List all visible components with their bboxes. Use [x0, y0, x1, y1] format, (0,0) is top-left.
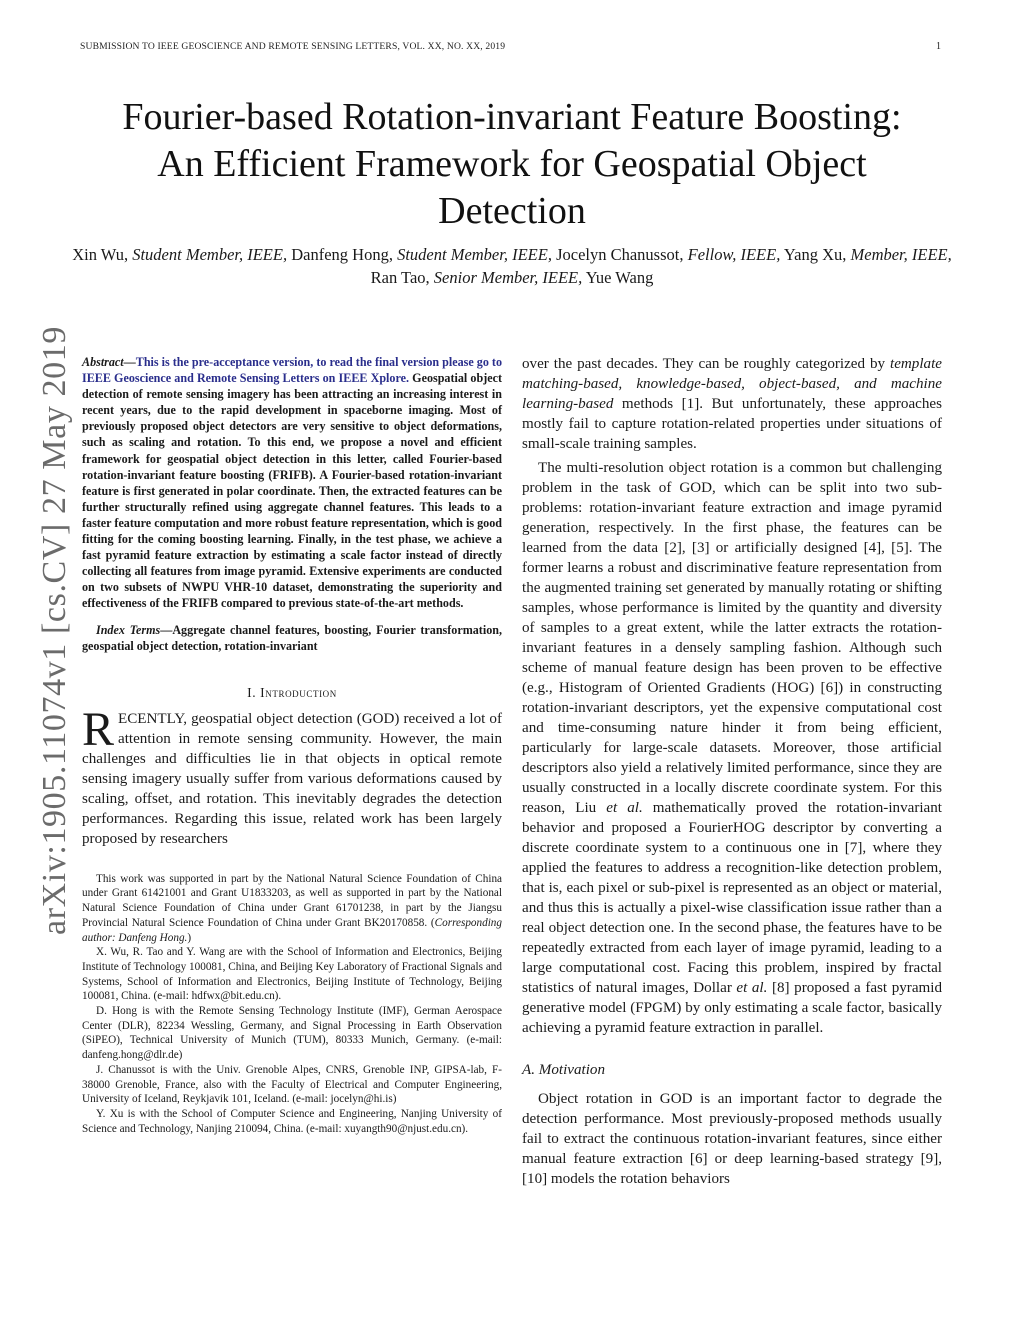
arxiv-stamp: arXiv:1905.11074v1 [cs.CV] 27 May 2019 [36, 326, 73, 935]
author-name: Ran Tao, [370, 268, 434, 287]
body-text: The multi-resolution object rotation is a common but challenging problem in the task of GOD, which can be split into two sub-problems: rotation-invariant feature extraction and image pyramid generation, respectively. In the first phase, the features can be learned from the data [2], [3] or artificially designed [4], [5]. The former learns a robust and discriminative feature representation from the augmented training set generated by manually rotating or shifting samples, whose performance is limited by the quantity and diversity of samples to a great extent, while the latter extracts the rotation-invariant features in a densely sampling fashion. Although such scheme of manual feature design has been proven to be effective (e.g., Histogram of Oriented Gradients (HOG) [6]) in constructing rotation-invariant descriptors, yet the expensive computational cost and time-consuming nature hinder it from being efficient, particularly for large-scale datasets. Moreover, those artificial descriptors also yield a relatively limited performance, since they are usually constructed in a locally discrete coordinate system. For this reason, Liu [522, 460, 942, 816]
preacceptance-note[interactable]: This is the pre-acceptance version, to read the final version please go to IEEE Geoscience and Remote Sensing Letters on IEEE Xplore. [82, 355, 502, 386]
right-column [522, 354, 942, 1189]
section-title: Introduction [260, 684, 337, 700]
corresponding-author: Corresponding author: Danfeng Hong. [82, 916, 502, 944]
abstract-text: Geospatial object detection of remote sensing imagery has been attracting an increasing interest in recent years, due to the rapid development in spaceborne imaging. Most of previously proposed object detectors are very sensitive to object deformations, such as scaling and rotation. To this end, we propose a novel and efficient framework for geospatial object detection in this letter, called Fourier-based rotation-invariant feature boosting (FRIFB). A Fourier-based rotation-invariant feature is first generated in polar coordinate. Then, the extracted features can be further structurally refined using aggregate channel features. This leads to a faster feature computation and more robust feature representation, which is good fitting for the coming boosting learning. Finally, in the test phase, we achieve a fast pyramid feature extraction by estimating a scale factor instead of directly collecting all features from image pyramid. Extensive experiments are conducted on two subsets of NWPU VHR-10 dataset, demonstrating the superiority and effectiveness of the FRIFB compared to previous state-of-the-art methods. [82, 371, 502, 611]
abstract-label: Abstract [82, 355, 124, 369]
footnotes [82, 872, 502, 1137]
body-paragraph [522, 458, 942, 1038]
footnote-funding-text: This work was supported in part by the National Natural Science Foundation of China under Grant 61421001 and Grant U1833203, as well as supported in part by the National Natural Science Foundation of China under Grant 61701238, in part by the Jiangsu Provincial Natural Science Foundation of China under Grant BK20170858. ( [82, 872, 502, 929]
author-role: Member, IEEE, [850, 245, 952, 264]
title-line-2: An Efficient Framework for Geospatial Object [157, 143, 867, 185]
author-role: Fellow, IEEE, [687, 245, 781, 264]
body-paragraph [522, 354, 942, 454]
et-al: et al. [606, 800, 643, 816]
paper-title [60, 94, 964, 235]
introduction-text: ECENTLY, geospatial object detection (GOD) received a lot of attention in remote sensing community. However, the main challenges and difficulties lie in that objects in optical remote sensing imagery usually suffer from various deformations caused by scaling, offset, and rotation. This inevitably degrades the detection performances. Regarding this issue, related work has been largely proposed by researchers [82, 710, 502, 847]
author-list [70, 243, 954, 289]
author-role: Senior Member, IEEE, [433, 268, 583, 287]
author-name: Danfeng Hong, [287, 245, 398, 264]
body-text: over the past decades. They can be roughly categorized by [522, 356, 891, 372]
footnote-affiliation: Y. Xu is with the School of Computer Science and Engineering, Nanjing University of Science and Technology, Nanjing 210094, China. (e-mail: xuyangth90@njust.edu.cn). [82, 1107, 502, 1135]
subsection-heading-motivation: A. Motivation [522, 1062, 606, 1078]
dropcap: R [82, 702, 115, 756]
footnote-funding-end: ) [187, 931, 192, 944]
introduction-paragraph [82, 702, 502, 849]
body-text: [8] proposed a fast pyramid generative model (FPGM) by only estimating a scale factor, basically achieving a pyramid feature extraction in parallel. [522, 980, 942, 1036]
author-role: Student Member, IEEE, [397, 245, 552, 264]
section-numeral: I. [247, 684, 261, 700]
running-header: SUBMISSION TO IEEE GEOSCIENCE AND REMOTE SENSING LETTERS, VOL. XX, NO. XX, 2019 [80, 41, 506, 52]
title-line-1: Fourier-based Rotation-invariant Feature Boosting: [122, 96, 902, 138]
footnote-affiliation: J. Chanussot is with the Univ. Grenoble Alpes, CNRS, Grenoble INP, GIPSA-lab, F-38000 Grenoble, France, also with the Faculty of Electrical and Computer Engineering, University of Iceland, Reykjavik 101, Iceland. (e-mail: jocelyn@hi.is) [82, 1063, 502, 1106]
footnote-affiliation: X. Wu, R. Tao and Y. Wang are with the School of Information and Electronics, Beijing Institute of Technology 100081, China, and Beijing Key Laboratory of Fractional Signals and Systems, School of Information and Electronics, Beijing Institute of Technology, Beijing 100081, China. (e-mail: hdfwx@bit.edu.cn). [82, 946, 502, 1003]
section-heading-introduction [82, 685, 502, 701]
index-terms-text: —Aggregate channel features, boosting, Fourier transformation, geospatial object detection, rotation-invariant [82, 622, 502, 653]
method-categories: template matching-based, knowledge-based, object-based, and machine learning-based [522, 356, 942, 412]
index-terms-label: Index Terms [96, 622, 161, 637]
arxiv-sidebar [8, 326, 73, 952]
index-terms [82, 622, 502, 654]
et-al: et al. [736, 980, 768, 996]
footnote-funding [82, 872, 502, 946]
author-role: Student Member, IEEE, [132, 245, 288, 264]
left-column [82, 354, 502, 1136]
author-name: Yue Wang [582, 268, 654, 287]
page-number: 1 [936, 41, 941, 52]
footnote-affiliation: D. Hong is with the Remote Sensing Technology Institute (IMF), German Aerospace Center (DLR), 82234 Wessling, Germany, and Signal Processing in Earth Observation (SiPEO), Technical University of Munich (TUM), 80333 Munich, Germany. (e-mail: danfeng.hong@dlr.de) [82, 1005, 502, 1062]
abstract [82, 354, 502, 612]
author-name: Xin Wu, [72, 245, 133, 264]
body-text: methods [1]. But unfortunately, these approaches mostly fail to capture rotation-related properties under situations of small-scale training samples. [522, 396, 942, 452]
abstract-dash: — [123, 355, 136, 369]
author-name: Jocelyn Chanussot, [551, 245, 688, 264]
author-name: Yang Xu, [780, 245, 851, 264]
body-paragraph: Object rotation in GOD is an important factor to degrade the detection performance. Most previously-proposed methods usually fail to extract the continuous rotation-invariant features, since either manual feature extraction [6] or deep learning-based strategy [9], [10] models the rotation behaviors [522, 1091, 942, 1187]
body-text: mathematically proved the rotation-invariant behavior and proposed a FourierHOG descriptor by converting a discrete coordinate system to a continuous one in [7], where they applied the features to address a recognition-like detection problem, that is, each pixel or sub-pixel is represented as an object or material, and thus this is actually a pixel-wise classification issue rather than a real object detection one. In the second phase, the features have to be repeatedly extracted from each layer of image pyramid, leading to a large computational cost. Facing this problem, inspired by fractal statistics of natural images, Dollar [522, 800, 942, 996]
title-line-3: Detection [438, 190, 586, 232]
